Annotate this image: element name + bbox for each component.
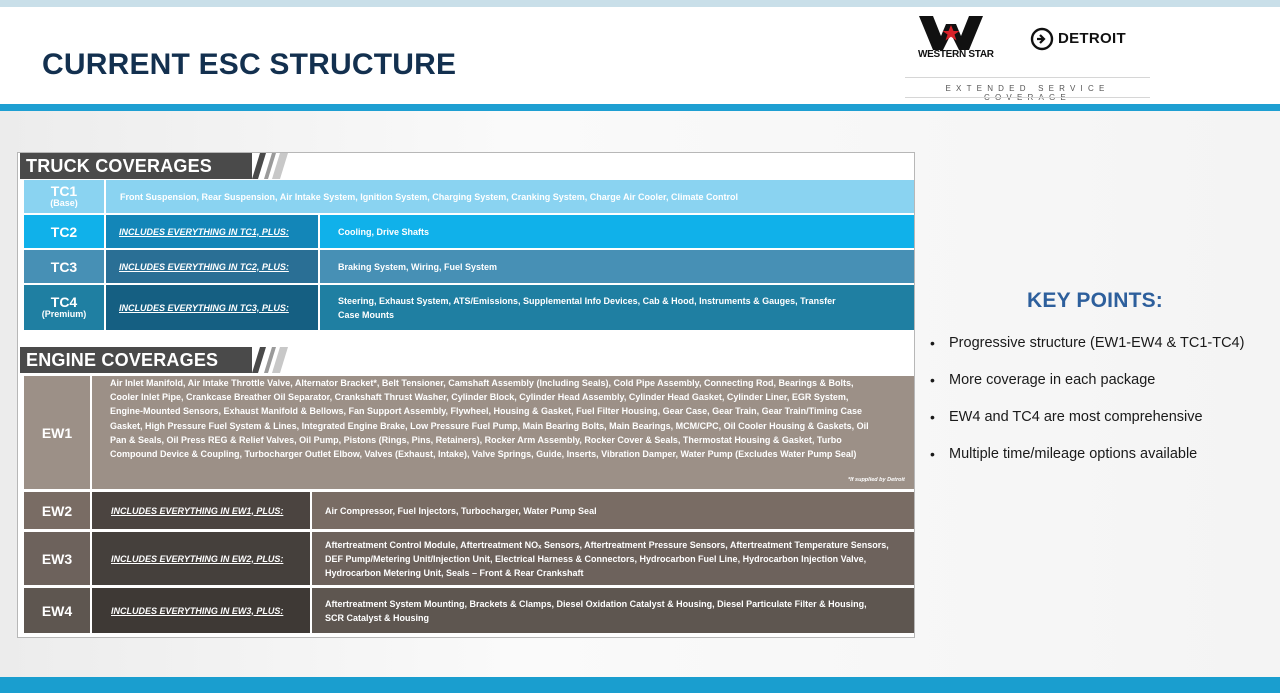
- key-points-title: KEY POINTS:: [1027, 289, 1164, 312]
- tc3-code: [24, 250, 104, 283]
- ew4-description: Aftertreatment System Mounting, Brackets & Clamps, Diesel Oxidation Catalyst & Housing, Diesel Particulate Filter & Housing, SCR Catalyst & Housing: [312, 588, 914, 633]
- ew2-code: [24, 492, 90, 529]
- logo-subtitle: EXTENDED SERVICE: [945, 84, 1110, 93]
- western-star-wordmark: WESTERN STAR: [918, 49, 994, 60]
- tc2-code: [24, 215, 104, 248]
- tier-label: (Base): [50, 198, 78, 208]
- tier-code: EW3: [41, 550, 73, 567]
- ew3-includes: INCLUDES EVERYTHING IN EW2, PLUS:: [92, 532, 310, 585]
- slide-title: CURRENT ESC STRUCTURE: [42, 48, 457, 81]
- bullet-icon: •: [930, 409, 935, 425]
- tier-code: EW2: [41, 502, 73, 519]
- ew4-code: [24, 588, 90, 633]
- list-item: [930, 445, 1244, 482]
- tier-code: EW1: [41, 424, 73, 441]
- bullet-icon: •: [930, 335, 935, 351]
- tier-code: TC3: [50, 258, 78, 275]
- divider: [905, 77, 1150, 78]
- key-point-text: EW4 and TC4 are most comprehensive: [949, 409, 1203, 425]
- ew1-footnote: *If supplied by Detroit: [848, 477, 905, 483]
- key-point-text: Progressive structure (EW1-EW4 & TC1-TC4): [949, 335, 1245, 351]
- ew3-code: [24, 532, 90, 585]
- ew4-includes: INCLUDES EVERYTHING IN EW3, PLUS:: [92, 588, 310, 633]
- detroit-wordmark: DETROIT: [1058, 30, 1126, 47]
- ew2-description: Air Compressor, Fuel Injectors, Turbocharger, Water Pump Seal: [312, 492, 914, 529]
- key-points-list: [930, 334, 1244, 482]
- bullet-icon: •: [930, 372, 935, 388]
- key-point-text: Multiple time/mileage options available: [949, 446, 1198, 462]
- tier-code: TC1: [50, 183, 78, 199]
- tc2-description: Cooling, Drive Shafts: [320, 215, 914, 248]
- ew3-description: Aftertreatment Control Module, Aftertreatment NOₓ Sensors, Aftertreatment Pressure Sensors, Aftertreatment Temperature Sensors, DEF Pump/Metering Unit/Injection Unit, Electrical Harness & Connectors, Hydrocarbon Fuel Line, Hydrocarbon Injection Valve, Hydrocarbon Metering Unit, Seals – Front & Rear Crankshaft: [312, 532, 914, 585]
- header-divider: [0, 104, 1280, 111]
- tier-code: TC2: [50, 223, 78, 240]
- top-accent-bar: [0, 0, 1280, 7]
- truck-coverages-header: TRUCK COVERAGES: [20, 153, 252, 179]
- engine-coverages-header: ENGINE COVERAGES: [20, 347, 252, 373]
- tc3-description: Braking System, Wiring, Fuel System: [320, 250, 914, 283]
- detroit-logo-icon: [1030, 27, 1054, 51]
- tier-code: TC4: [50, 294, 78, 310]
- tc2-includes: INCLUDES EVERYTHING IN TC1, PLUS:: [106, 215, 318, 248]
- header-stripes-icon: [244, 347, 304, 373]
- ew2-includes: INCLUDES EVERYTHING IN EW1, PLUS:: [92, 492, 310, 529]
- tc4-code: [24, 285, 104, 330]
- tc4-description: Steering, Exhaust System, ATS/Emissions, Supplemental Info Devices, Cab & Hood, Instruments & Gauges, Transfer Case Mounts: [320, 285, 914, 330]
- divider: [905, 97, 1150, 98]
- tc4-includes: INCLUDES EVERYTHING IN TC3, PLUS:: [106, 285, 318, 330]
- tier-label: (Premium): [41, 309, 87, 319]
- bottom-accent-bar: [0, 677, 1280, 693]
- list-item: [930, 371, 1244, 408]
- key-point-text: More coverage in each package: [949, 372, 1156, 388]
- bullet-icon: •: [930, 446, 935, 462]
- tc3-includes: INCLUDES EVERYTHING IN TC2, PLUS:: [106, 250, 318, 283]
- tier-code: EW4: [41, 602, 73, 619]
- list-item: [930, 408, 1244, 445]
- ew1-code: [24, 376, 90, 489]
- list-item: [930, 334, 1244, 371]
- header-stripes-icon: [244, 153, 304, 179]
- tc1-description: Front Suspension, Rear Suspension, Air Intake System, Ignition System, Charging System, Cranking System, Charge Air Cooler, Climate Control: [106, 180, 914, 213]
- ew1-description: Air Inlet Manifold, Air Intake Throttle Valve, Alternator Bracket*, Belt Tensioner, Camshaft Assembly (Including Seals), Cold Pipe Assembly, Connecting Rod, Bearings & Bolts, Cooler Inlet Pipe, Crankcase Breather Oil Separator, Crankshaft Thrust Washer, Cylinder Block, Cylinder Head Assembly, Cylinder Head Gasket, Cylinder Liner, EGR System, Engine-Mounted Sensors, Exhaust Manifold & Bellows, Fan Support Assembly, Flywheel, Housing & Gasket, Fuel Filter Housing, Gear Case, Gear Train, Gear Train/Timing Case Gasket, High Pressure Fuel System & Lines, Integrated Engine Brake, Low Pressure Fuel Pump, Main Bearing Bolts, Main Bearings, MCM/CPC, Oil Cooler Housing & Gaskets, Oil Pan & Seals, Oil Press REG & Relief Valves, Oil Pump, Pistons (Rings, Pins, Retainers), Rocker Arm Assembly, Rocker Cover & Seals, Thermostat Housing & Gasket, Turbo Compound Device & Coupling, Turbocharger Outlet Elbow, Valves (Exhaust, Intake), Valve Springs, Guide, Inserts, Vibration Damper, Water Pump (Excludes Water Pump Seal): [92, 376, 914, 489]
- tc1-code: [24, 180, 104, 213]
